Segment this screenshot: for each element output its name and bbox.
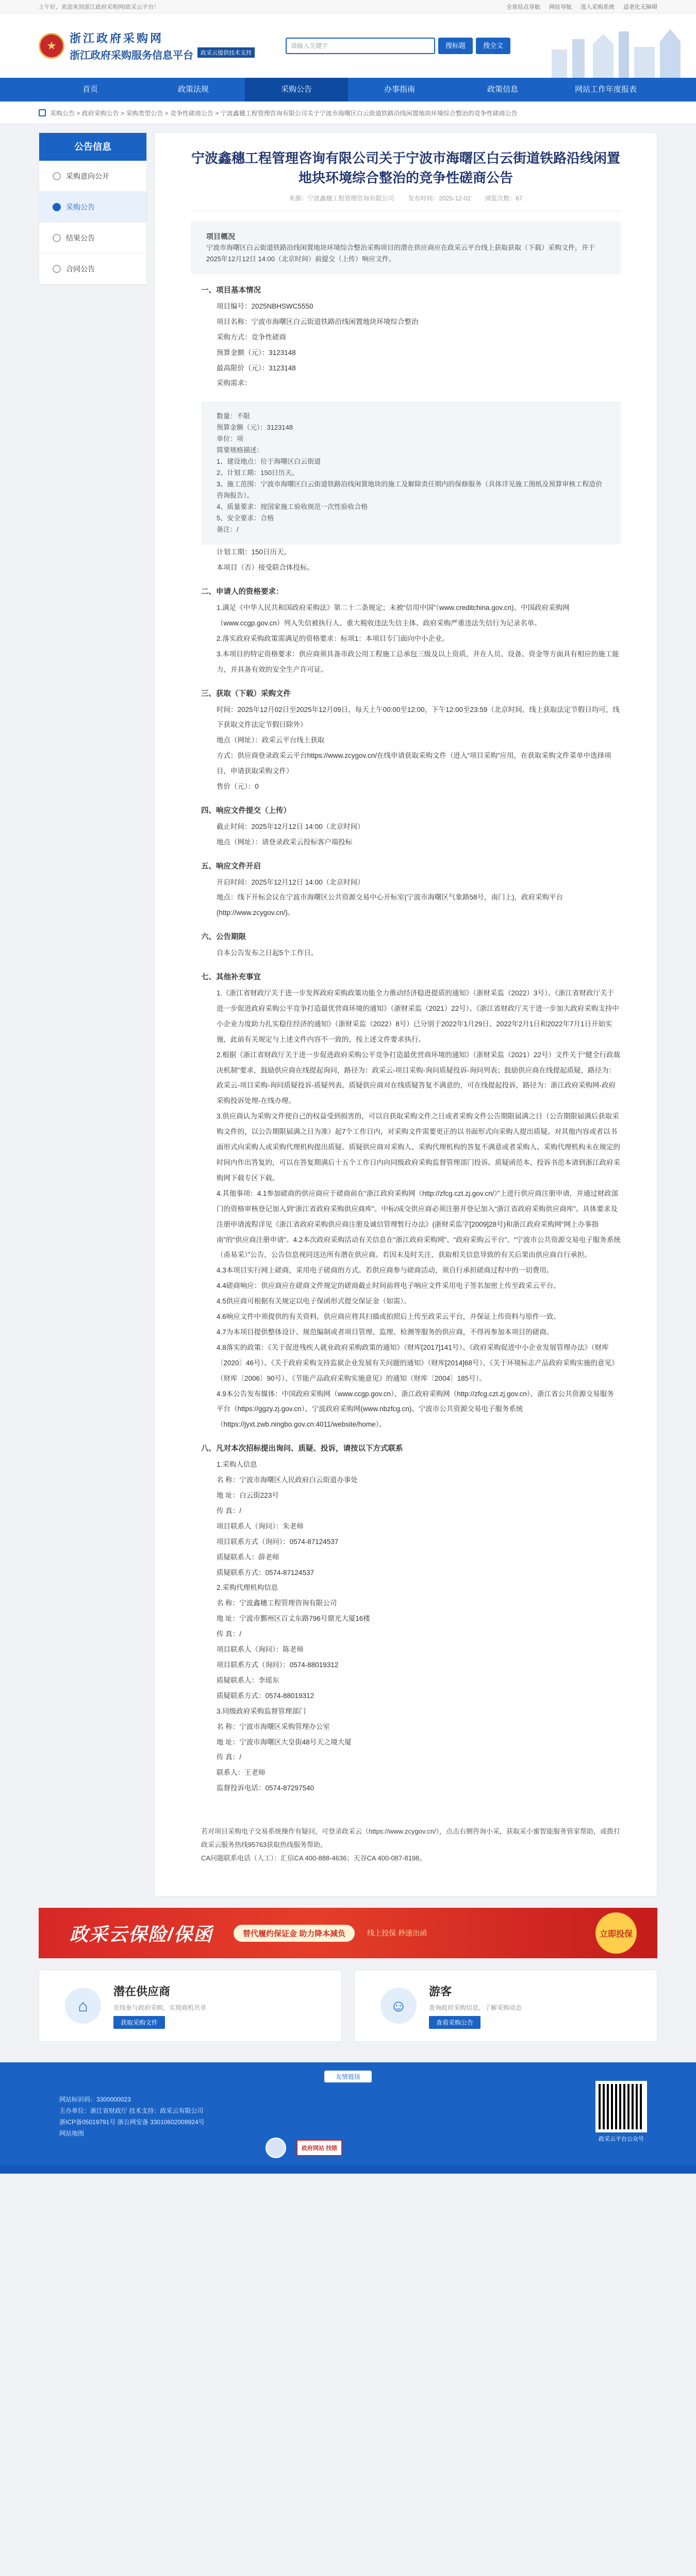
visitor-title: 游客 <box>429 1985 452 1998</box>
requirement-line: 单位：项 <box>217 435 244 443</box>
body-line: 名 称：宁波市海曙区采购管理办公室 <box>217 1722 330 1731</box>
emblem-icon: ★ <box>39 33 64 59</box>
skyline-illustration <box>541 13 696 78</box>
body-line: 项目联系方式（询问）：0574-88019312 <box>217 1660 339 1669</box>
body-line: 4.5供应商可根据有关规定以电子保函形式提交保证金（如需）。 <box>217 1297 411 1306</box>
logo-subtitle: 浙江政府采购服务信息平台 <box>70 49 193 61</box>
help-notice <box>191 1825 621 1865</box>
requirement-line: 3、施工范围：宁波市海曙区白云街道铁路沿线闲置地块的施工及解除责任期内的保修服务（具体详见施工图纸及预算审核工程造价咨询报告）。 <box>217 480 603 500</box>
help-notice-line: 若对项目采购电子交易系统操作有疑问，可登录政采云（https://www.zcygov.cn/），点击右侧咨询小采，获取采小蜜智能服务管家帮助，或拨打政采云服务热线95763获取热线服务帮助。 <box>201 1827 621 1849</box>
search-title-button[interactable]: 搜标题 <box>438 38 473 54</box>
body-line: 1.满足《中华人民共和国政府采购法》第二十二条规定；未被“信用中国”（www.creditchina.gov.cn)、中国政府采购网（www.ccgp.gov.cn）列入失信被执行人、重大税收违法失信主体、政府采购严重违法失信行为记录名单。 <box>217 604 570 627</box>
sidebar <box>39 132 147 285</box>
sidebar-item-result[interactable]: 结果公告 <box>39 223 146 253</box>
body-line: 质疑联系人：李瑶东 <box>217 1676 279 1684</box>
nav-home[interactable]: 首页 <box>82 85 98 94</box>
friendly-links-button[interactable]: 友情链接 <box>324 2071 372 2082</box>
logo-title: 浙江政府采购网 <box>70 31 164 45</box>
search-fulltext-button[interactable]: 搜全文 <box>476 38 510 54</box>
body-line: 3.供应商认为采购文件使自己的权益受到损害的，可以自获取采购文件之日或者采购文件公告期限届满之日（公告期限届满后获取采购文件的，以公告期限届满之日为准）起7个工作日内，对采购文件需要更正的以书面形式向采购人提出质疑。对其他内容或者以书面形式向采购人或采购代理机构提出质疑。质疑供应商对采购人、采购代理机构的答复不满意或者采购人、采购代理机构未在规定的时间内作出答复的，可以在答复期满后十五个工作日内向同级政府采购监督管理部门投诉。质疑函范本、投诉书范本请到浙江政府采购网下载专区下载。 <box>217 1112 620 1182</box>
body-line: 4.7为本项目提供整体设计、规范编制或者项目管理、监理、检测等服务的供应商，不得再参加本项目的磋商。 <box>217 1328 554 1336</box>
requirement-line: 简要规格描述： <box>217 446 264 454</box>
visitor-desc: 查询政府采购信息，了解采购动态 <box>429 2004 522 2011</box>
sidebar-item-contract[interactable]: 合同公告 <box>39 253 146 284</box>
body-line: 地点（网址）：请登录政采云投标客户端投标 <box>217 838 353 846</box>
search-input[interactable]: 请输入关键字 <box>286 38 435 54</box>
home-icon <box>39 109 46 116</box>
footer-line: 主办单位：浙江省财政厅 技术支持：政采云有限公司 <box>59 2107 204 2115</box>
nav-guide[interactable]: 办事指南 <box>384 85 415 94</box>
nav-annual-report[interactable]: 网站工作年度报表 <box>574 85 637 94</box>
footer <box>0 2062 696 2165</box>
breadcrumb <box>0 101 696 124</box>
body-line: 预算金额（元）：3123148 <box>217 348 296 357</box>
site-map-link[interactable]: 网站地图 <box>59 2130 85 2138</box>
nav-announcements[interactable]: 采购公告 <box>245 78 348 101</box>
summary-box <box>191 222 621 274</box>
body-line: 售价（元）：0 <box>217 783 259 791</box>
body-line: 1.《浙江省财政厅关于进一步发挥政府采购政策功能全力推动经济稳进提质的通知》（浙财采监（2022）3号）、《浙江省财政厅关于进一步促进政府采购公平竞争打造最优营商环境的通知》（浙财采监（2021）22号）、《浙江省财政厅关于进一步加大政府采购支持中小企业力度助力扎实稳住经济的通知》（浙财采监（2022）8号）已分别于2022年1月29日、2022年2月1日和2022年7月1日开始实施，此前有关规定与上述文件内容不一致的，按上述文件要求执行。 <box>217 989 619 1043</box>
site-logo[interactable] <box>39 30 255 62</box>
body-line: 4.9本公告发布媒体：中国政府采购网（www.ccgp.gov.cn）、浙江政府采购网（http://zfcg.czt.zj.gov.cn）、浙江省公共资源交易服务平台（https://ggzy.zj.gov.cn）、宁波政府采购网(www.nbzfcg.cn)、宁波市公共资源交易电子服务系统（https://jyxt.zwb.ningbo.gov.cn:4011/website/home）。 <box>217 1389 614 1429</box>
banner-pill: 替代履约保证金 助力降本减负 <box>234 1925 355 1942</box>
body-line: 采购方式：竞争性磋商 <box>217 333 286 341</box>
insurance-banner[interactable] <box>39 1908 657 1958</box>
body-line: 计划工期：150日历天。 <box>217 548 291 556</box>
body-line: 地 址：白云街223号 <box>217 1492 279 1499</box>
body-line: 传 真：/ <box>217 1630 242 1638</box>
requirement-line: 数量：不限 <box>217 412 251 420</box>
body-line: 地点：线下开标会议在宁波市海曙区公共资源交易中心开标室(宁波市海曙区气象路58号，南门上)，政府采购平台(http://www.zcygov.cn/)。 <box>217 893 564 917</box>
qr-caption: 政采云平台公众号 <box>599 2136 644 2143</box>
footer-badges <box>266 2138 342 2158</box>
body-line: 4.3本项目实行网上磋商，采用电子磋商的方式。若供应商参与磋商活动，须自行承担磋商过程中的一切费用。 <box>217 1266 554 1275</box>
body-line: 质疑联系人：薛老师 <box>217 1553 279 1561</box>
footer-info <box>39 2094 657 2139</box>
requirement-line: 预算金额（元）：3123148 <box>217 423 293 432</box>
body-line: 地点（网址）：政采云平台线上获取 <box>217 736 325 744</box>
supplier-icon: ⌂ <box>65 1988 101 2024</box>
get-docs-button[interactable]: 获取采购文件 <box>113 2016 165 2029</box>
radio-icon <box>53 172 61 180</box>
visitor-icon: ☺ <box>380 1988 417 2024</box>
body-line: 开启时间：2025年12月12日 14:00（北京时间） <box>217 878 364 886</box>
article-views: 浏览次数：67 <box>485 195 523 202</box>
summary-text: 宁波市海曙区白云街道铁路沿线闲置地块环境综合整治采购项目的潜在供应商应在政采云平台线上获取获取（下载）采购文件，并于2025年12月12日 14:00（北京时间）前提交（上传）响应文件。 <box>206 244 595 263</box>
gov-error-badge-icon[interactable]: 政府网站 找错 <box>296 2140 342 2156</box>
body-line: 名 称：宁波鑫穗工程管理咨询有限公司 <box>217 1599 337 1607</box>
supplier-desc: 在线参与政府采购，实现商机共享 <box>113 2004 207 2011</box>
section-heading: 六、公告期限 <box>201 933 246 942</box>
top-utility-bar <box>0 0 696 13</box>
sidebar-item-intent[interactable]: 采购意向公开 <box>39 161 146 192</box>
body-line: 2.根据《浙江省财政厅关于进一步促进政府采购公平竞争打造最优营商环境的通知》（浙财采监（2021）22号）文件关于“健全行政裁决机制”要求，鼓励供应商在线提起询问，路径为：政采云-项目采购-询问质疑投诉-询问列表；鼓励供应商在线提起质疑，路径为：政采云-项目采购-询问质疑投诉-质疑列表。质疑供应商对在线质疑答复不满意的，可在线提起投诉，路径为：浙江政府采购网-政府采购投诉处理-在线办理。 <box>217 1050 621 1105</box>
tech-support-tag: 政采云提供技术支持 <box>197 47 255 58</box>
radio-icon <box>53 234 61 242</box>
article <box>154 132 657 1896</box>
body-line: 2.采购代理机构信息 <box>217 1584 278 1592</box>
breadcrumb-text[interactable]: 采购公告 > 政府采购公告 > 采购类型公告 > 竞争性磋商公告 > 宁波鑫穗工程管理咨询有限公司关于宁波市海曙区白云街道铁路沿线闲置地块环境综合整治的竞争性磋商公告 <box>50 109 518 117</box>
body-line: 时间：2025年12月02日至2025年12月09日，每天上午00:00至12:00，下午12:00至23:59（北京时间，线上获取法定节假日均可，线下获取文件法定节假日除外） <box>217 705 620 729</box>
radio-icon <box>53 203 61 211</box>
sidebar-title: 公告信息 <box>39 133 146 161</box>
nav-policy-info[interactable]: 政策信息 <box>487 85 518 94</box>
main-nav <box>0 78 696 101</box>
body-line: 4.4磋商响应：供应商应在磋商文件规定的磋商截止时间前将电子响应文件采用电子签名加密上传至政采云平台。 <box>217 1282 560 1290</box>
article-meta <box>191 194 621 211</box>
body-line: 1.采购人信息 <box>217 1461 257 1469</box>
requirement-line: 4、质量要求：按国家施工验收规范一次性验收合格 <box>217 503 368 511</box>
supplier-title: 潜在供应商 <box>113 1985 171 1998</box>
requirement-line: 2、计划工期：150日历天。 <box>217 469 299 477</box>
radio-icon <box>53 265 61 273</box>
body-line: 2.落实政府采购政策需满足的资格要求：标项1：本项目专门面向中小企业。 <box>217 634 449 642</box>
section-heading: 三、获取（下载）采购文件 <box>201 689 291 698</box>
body-line: 传 真：/ <box>217 1506 242 1515</box>
party-gov-badge-icon[interactable] <box>266 2138 286 2158</box>
body-line: 联系人：王老师 <box>217 1769 266 1777</box>
body-line: 4.8落实的政策：《关于促进残疾人就业政府采购政策的通知》（财库[2017]141号）、《政府采购促进中小企业发展管理办法》（财库〔2020〕46号）、《关于政府采购支持监狱企业发展有关问题的通知》（财库[2014]68号）、《关于环境标志产品政府采购实施的意见》（财库〔2006〕90号）、《节能产品政府采购实施意见》的通知（财库〔2004〕185号）。 <box>217 1343 619 1382</box>
requirement-line: 备注：/ <box>217 526 239 534</box>
footer-line: 网站标识码：3300000023 <box>59 2096 131 2104</box>
body-line: 4.6响应文件中须提供的有关资料，供应商应将其扫描或拍照后上传至政采云平台，并保证上传资料与原件一致。 <box>217 1313 560 1321</box>
article-title: 宁波鑫穗工程管理咨询有限公司关于宁波市海曙区白云街道铁路沿线闲置地块环境综合整治的竞争性磋商公告 <box>191 150 620 185</box>
nav-link-accessibility[interactable]: 适老化无障碍 <box>623 4 657 10</box>
body-line: 项目联系人（询问）：朱老师 <box>217 1522 304 1530</box>
body-line: 本项目（否）接受联合体投标。 <box>217 564 314 572</box>
body-line: 截止时间：2025年12月12日 14:00（北京时间） <box>217 822 364 831</box>
entry-cards <box>39 1970 657 2042</box>
body-line: 项目联系人（询问）：陈老师 <box>217 1646 304 1654</box>
nav-link-site-map[interactable]: 网站导航 <box>549 4 572 10</box>
sidebar-item-announcement[interactable]: 采购公告 <box>39 192 146 223</box>
section-heading: 二、申请人的资格要求： <box>201 588 284 597</box>
section-heading: 七、其他补充事宜 <box>201 973 261 982</box>
qr-code <box>595 2081 647 2143</box>
supplier-card <box>39 1970 342 2042</box>
body-line: 3.同级政府采购监督管理部门 <box>217 1707 306 1715</box>
body-line: 项目名称：宁波市海曙区白云街道铁路沿线闲置地块环境综合整治 <box>217 317 419 326</box>
body-line: 采购需求： <box>217 379 252 387</box>
article-body <box>191 283 621 1796</box>
search-bar <box>286 38 510 54</box>
requirement-box <box>201 401 621 545</box>
article-source: 来源：宁波鑫穗工程管理咨询有限公司 <box>289 195 394 202</box>
nav-link-site-nav[interactable]: 全省站点导航 <box>506 4 540 10</box>
body-line: 质疑联系方式：0574-88019312 <box>217 1691 314 1700</box>
section-heading: 五、响应文件开启 <box>201 862 261 871</box>
nav-link-enter-system[interactable]: 进入采购系统 <box>580 4 615 10</box>
greeting: 上午好，欢迎来到浙江政府采购网/政采云平台！ <box>39 4 160 10</box>
qr-code-icon <box>595 2081 647 2132</box>
page-bottom-bar <box>0 2165 696 2174</box>
body-line: 质疑联系方式：0574-87124537 <box>217 1568 314 1577</box>
body-line: 项目编号：2025NBHSWC5550 <box>217 302 313 310</box>
banner-title: 政采云保险/保函 <box>70 1923 213 1945</box>
body-line: 3.本项目的特定资格要求：供应商须具备市政公用工程施工总承包三级及以上资质，并在人员、设备、资金等方面具有相应的施工能力，并具备有效的安全生产许可证。 <box>217 650 619 673</box>
site-header <box>0 13 696 78</box>
body-line: 地 址：宁波市鄞州区百丈东路796号鼎光大厦16楼 <box>217 1615 370 1623</box>
body-line: 传 真：/ <box>217 1753 242 1761</box>
body-line: 地 址：宁波市海曙区大皇街48号天之境大厦 <box>217 1738 352 1746</box>
banner-sub: 线上投保 秒速出函 <box>367 1929 427 1938</box>
body-line: 最高限价（元）：3123148 <box>217 364 296 372</box>
body-line: 4.其他事项：4.1参加磋商的供应商应于磋商前在“浙江政府采购网（http://zfcg.czt.zj.gov.cn/）”上进行供应商注册申请，并通过财政部门的资格审核登记加入到“浙江省政府采购供应商库”。中标/成交供应商必须注册并登记加入“浙江省政府采购供应商库”。具体要求及注册申请流程详见《浙江省政府采购供应商注册及诚信管理暂行办法》(浙财采监字[2009]28号)和浙江政府采购网“网上办事指南”的“供应商注册申请”。4.2本次政府采购活动有关信息在“浙江政府采购网”、“政府采购云平台”、“宁波市公共资源交易电子服务系统（甬易采）”公告，公告信息视同送达所有潜在供应商。若因未及时关注、获取相关信息导致的有关后果由供应商自行承担。 <box>217 1189 621 1259</box>
body-line: 监督投诉电话：0574-87297540 <box>217 1784 314 1792</box>
nav-policy[interactable]: 政策法规 <box>177 85 209 94</box>
article-date: 发布时间：2025-12-02 <box>408 195 471 202</box>
section-heading: 八、凡对本次招标提出询问、质疑、投诉，请按以下方式联系 <box>201 1445 403 1453</box>
body-line: 方式：供应商登录政采云平台https://www.zcygov.cn/在线申请获取采购文件（进入“项目采购”应用，在获取采购文件菜单中选择项目，申请获取采购文件） <box>217 752 611 775</box>
section-heading: 一、项目基本情况 <box>201 286 261 295</box>
banner-cta-button[interactable]: 立即投保 <box>595 1912 637 1954</box>
footer-line: 浙ICP备05019791号 浙公网安备 33010602009924号 <box>59 2119 205 2126</box>
body-line: 名 称：宁波市海曙区人民政府白云街道办事处 <box>217 1476 358 1484</box>
requirement-line: 1、建设地点：位于海曙区白云街道 <box>217 457 321 466</box>
section-heading: 四、响应文件提交（上传） <box>201 806 291 815</box>
requirement-line: 5、安全要求：合格 <box>217 514 274 522</box>
view-announcements-button[interactable]: 查看采购公告 <box>429 2016 480 2029</box>
body-line: 项目联系方式（询问）：0574-87124537 <box>217 1537 339 1546</box>
visitor-card <box>354 1970 657 2042</box>
help-notice-line: CA问题联系电话（人工）：汇信CA 400-888-4636；天谷CA 400-087-8198。 <box>201 1854 426 1862</box>
summary-title: 项目概况 <box>206 232 235 241</box>
body-line: 自本公告发布之日起5个工作日。 <box>217 949 318 957</box>
